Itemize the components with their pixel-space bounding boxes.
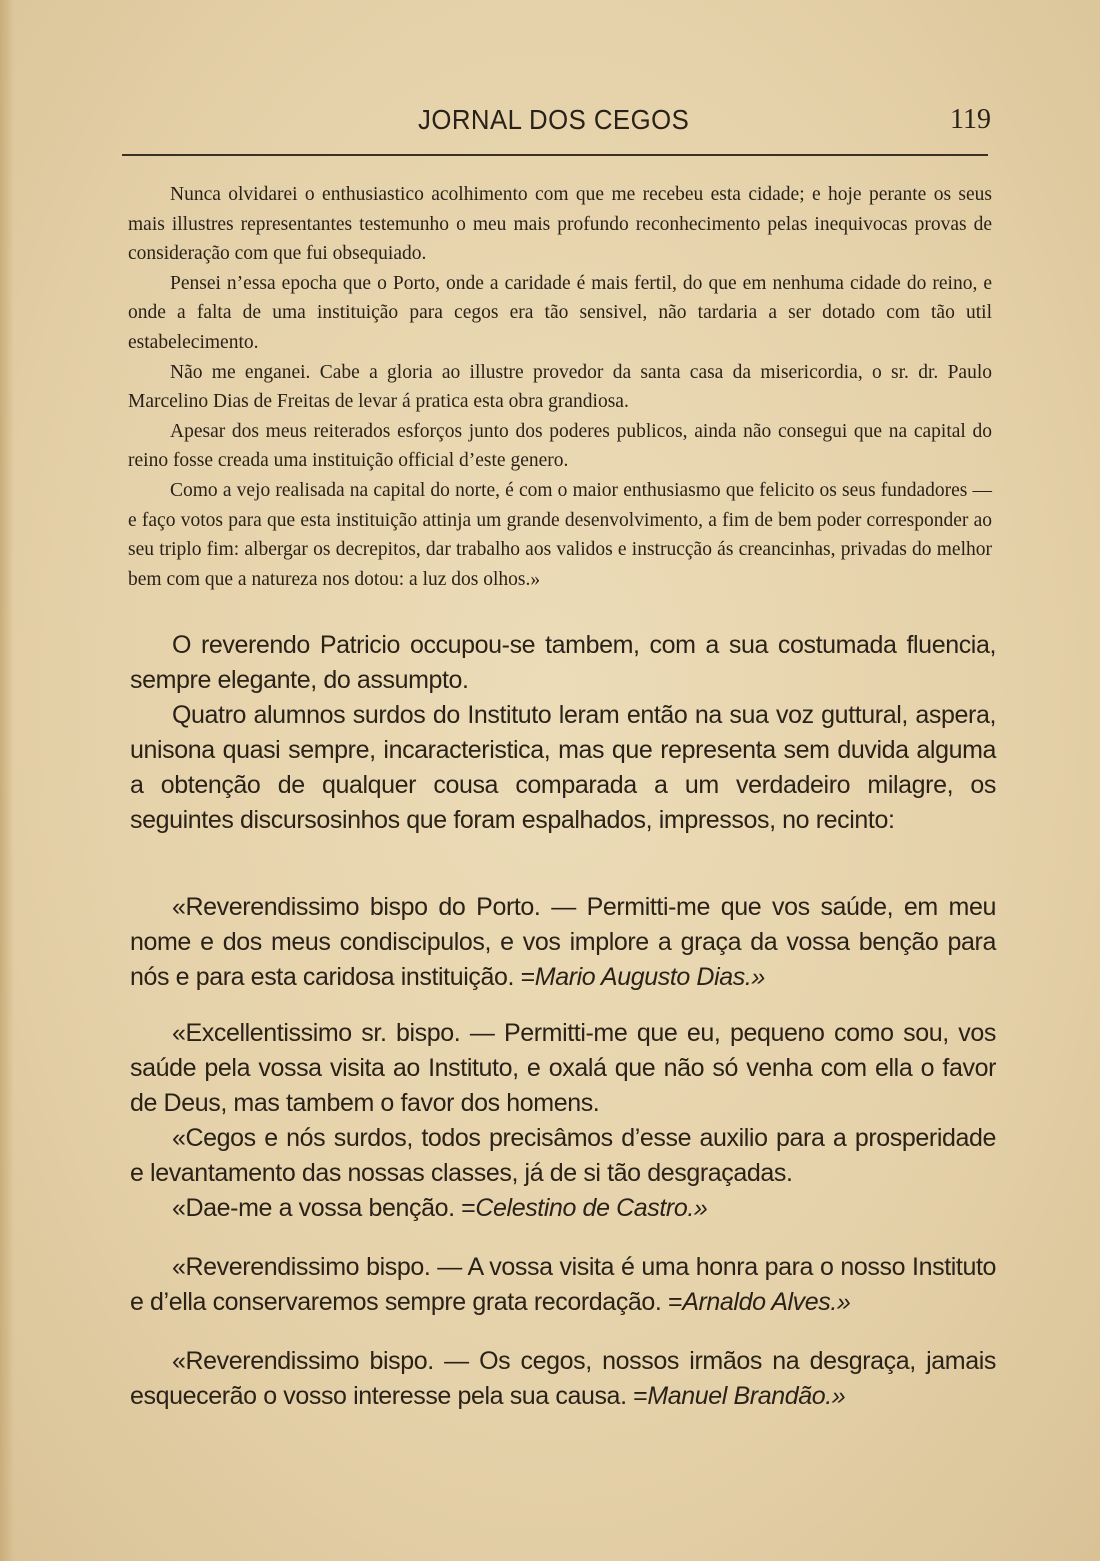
speech-paragraph xyxy=(130,1191,996,1226)
speech-paragraph xyxy=(130,1250,996,1320)
speech-paragraph: «Cegos e nós surdos, todos precisâmos d’esse auxilio para a prosperidade e levantamento das nossas classes, já de si tão desgraçadas. xyxy=(130,1124,996,1187)
header-rule xyxy=(122,154,988,156)
narrative-section xyxy=(130,628,996,838)
page-header xyxy=(0,104,1100,144)
page-number: 119 xyxy=(950,104,991,135)
speech-paragraph xyxy=(130,890,996,995)
speech-text: «Reverendissimo bispo. — Os cegos, nossos irmãos na desgraça, jamais esquecerão o vosso interesse pela sua causa. = xyxy=(130,1347,996,1410)
speech-arnaldo xyxy=(130,1250,996,1320)
running-title: JORNAL DOS CEGOS xyxy=(418,104,690,135)
speech-text: «Reverendissimo bispo. — A vossa visita é uma honra para o nosso Instituto e d’ella conservaremos sempre grata recordação. = xyxy=(130,1253,996,1316)
speech-text: «Reverendissimo bispo do Porto. — Permitti-me que vos saúde, em meu nome e dos meus condiscipulos, e vos implore a graça da vossa benção para nós e para esta caridosa instituição. = xyxy=(130,893,996,991)
narrative-paragraph: Quatro alumnos surdos do Instituto leram então na sua voz guttural, aspera, unisona quasi sempre, incaracteristica, mas que representa sem duvida alguma a obtenção de qualquer cousa comparada a um verdadeiro milagre, os seguintes discursosinhos que foram espalhados, impressos, no recinto: xyxy=(130,701,996,834)
letter-paragraph: Nunca olvidarei o enthusiastico acolhimento com que me recebeu esta cidade; e hoje perante os seus mais illustres representantes testemunho o meu mais profundo reconhecimento pelas inequivocas provas de consideração com que fui obsequiado. xyxy=(128,184,992,265)
page-edge-shadow xyxy=(0,0,14,1561)
speech-signature: Manuel Brandão.» xyxy=(647,1382,846,1410)
speech-text: «Dae-me a vossa benção. = xyxy=(172,1194,476,1222)
speech-mario xyxy=(130,890,996,995)
letter-paragraph: Apesar dos meus reiterados esforços junto dos poderes publicos, ainda não consegui que na capital do reino fosse creada uma instituição official d’este genero. xyxy=(128,420,992,472)
letter-paragraph: Como a vejo realisada na capital do norte, é com o maior enthusiasmo que felicito os seus fundadores — e faço votos para que esta instituição attinja um grande desenvolvimento, a fim de bem poder corresponder ao seu triplo fim: albergar os decrepitos, dar trabalho aos validos e instrucção ás creancinhas, privadas do melhor bem com que a natureza nos dotou: a luz dos olhos.» xyxy=(128,479,992,590)
speech-paragraph: «Excellentissimo sr. bispo. — Permitti-me que eu, pequeno como sou, vos saúde pela vossa visita ao Instituto, e oxalá que não só venha com ella o favor de Deus, mas tambem o favor dos homens. xyxy=(130,1019,996,1117)
speech-signature: Celestino de Castro.» xyxy=(475,1194,708,1222)
letter-paragraph: Não me enganei. Cabe a gloria ao illustre provedor da santa casa da misericordia, o sr. dr. Paulo Marcelino Dias de Freitas de levar á pratica esta obra grandiosa. xyxy=(128,361,992,413)
speech-paragraph xyxy=(130,1344,996,1414)
letter-paragraph: Pensei n’essa epocha que o Porto, onde a caridade é mais fertil, do que em nenhuma cidade do reino, e onde a falta de uma instituição para cegos era tão sensivel, não tardaria a ser dotado com tão util estabelecimento. xyxy=(128,272,992,353)
narrative-paragraph: O reverendo Patricio occupou-se tambem, com a sua costumada fluencia, sempre elegante, do assumpto. xyxy=(130,631,996,694)
speech-signature: Arnaldo Alves.» xyxy=(682,1288,851,1316)
speech-celestino xyxy=(130,1016,996,1226)
speech-signature: Mario Augusto Dias.» xyxy=(534,963,765,991)
speech-manuel xyxy=(130,1344,996,1414)
quoted-letter xyxy=(128,180,992,594)
